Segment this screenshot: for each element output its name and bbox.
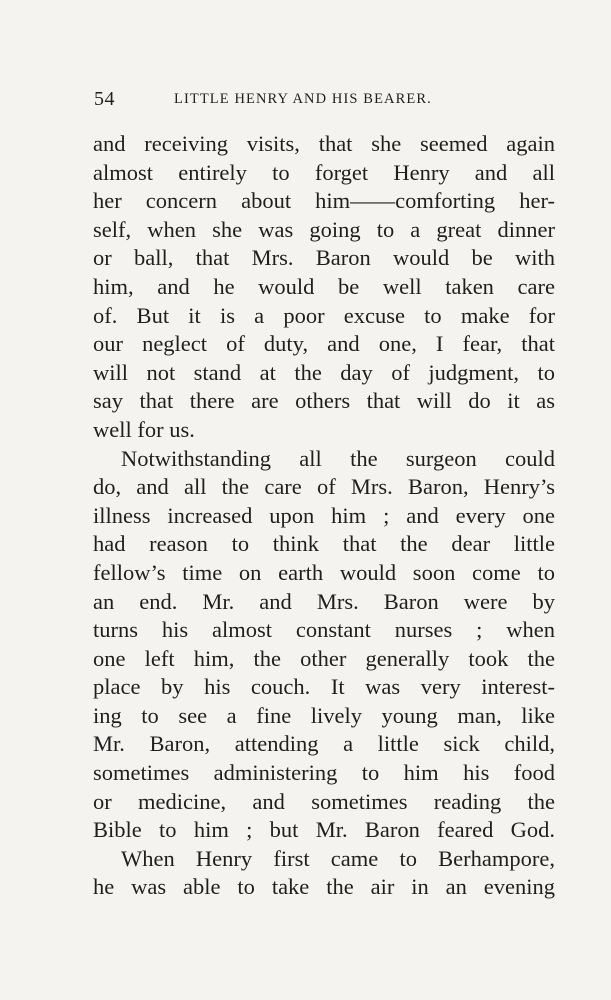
text-line: ing to see a fine lively young man, like xyxy=(93,702,555,728)
body-text xyxy=(93,130,555,902)
text-line: Notwithstanding all the surgeon could xyxy=(121,445,555,471)
text-line: or medicine, and sometimes reading the xyxy=(93,788,555,814)
running-head xyxy=(94,88,564,112)
text-line: self, when she was going to a great dinner xyxy=(93,216,555,242)
text-line: do, and all the care of Mrs. Baron, Henry’s xyxy=(93,474,555,500)
text-line: illness increased upon him ; and every one xyxy=(93,502,555,528)
text-line: had reason to think that the dear little xyxy=(93,531,555,557)
text-line: and receiving visits, that she seemed again xyxy=(93,131,555,156)
text-line: almost entirely to forget Henry and all xyxy=(93,159,555,185)
text-line: one left him, the other generally took the xyxy=(93,645,555,671)
text-line: place by his couch. It was very interest- xyxy=(93,674,555,700)
text-line: When Henry first came to Berhampore, xyxy=(121,845,555,871)
text-line: or ball, that Mrs. Baron would be with xyxy=(93,245,555,271)
text-line: our neglect of duty, and one, I fear, that xyxy=(93,331,555,357)
text-line: her concern about him——comforting her- xyxy=(93,188,555,214)
running-title: LITTLE HENRY AND HIS BEARER. xyxy=(174,91,432,107)
page-number: 54 xyxy=(94,88,115,110)
text-line: fellow’s time on earth would soon come to xyxy=(93,559,555,585)
text-line: an end. Mr. and Mrs. Baron were by xyxy=(93,588,555,614)
text-line: him, and he would be well taken care xyxy=(93,273,555,299)
text-line: will not stand at the day of judgment, to xyxy=(93,359,555,385)
text-line: he was able to take the air in an evening xyxy=(93,874,555,900)
text-line: Bible to him ; but Mr. Baron feared God. xyxy=(93,817,555,843)
text-line: sometimes administering to him his food xyxy=(93,760,555,786)
text-line: Mr. Baron, attending a little sick child, xyxy=(93,731,555,757)
text-line: say that there are others that will do it as xyxy=(93,388,555,414)
text-line: of. But it is a poor excuse to make for xyxy=(93,302,555,328)
text-line: turns his almost constant nurses ; when xyxy=(93,617,555,643)
text-line: well for us. xyxy=(93,416,195,442)
